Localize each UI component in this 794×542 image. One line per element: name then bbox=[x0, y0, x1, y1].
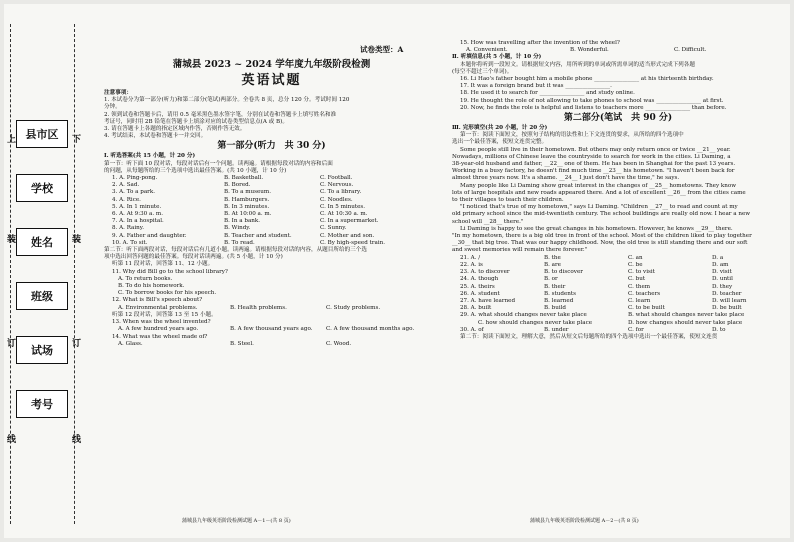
left-column bbox=[104, 58, 439, 348]
option-row bbox=[104, 197, 439, 204]
passage-line: to their villages to teach their children. bbox=[452, 197, 564, 204]
option[interactable]: D. am bbox=[712, 261, 729, 268]
option-row bbox=[452, 262, 784, 269]
listen-intro: 的问题，从每题所给的三个选项中选出最佳答案。(共 10 小题，计 10 分) bbox=[104, 167, 287, 174]
note-line: 分钟。 bbox=[104, 104, 121, 111]
binding-mark: 线 bbox=[72, 435, 82, 445]
subject-title: 英语试题 bbox=[241, 73, 302, 88]
note-line: 3. 请在答题卡上各题的指定区域内作答，否则作答无效。 bbox=[104, 126, 246, 133]
option[interactable]: B. the bbox=[544, 254, 561, 261]
option[interactable]: 30. A. of bbox=[460, 326, 484, 333]
option[interactable]: D. to bbox=[712, 326, 726, 333]
fill-intro: 本题你将听到一段短文。请根据短文内容，用所听到的单词或所需单词的适当形式完成下列各题 bbox=[460, 61, 695, 68]
option[interactable]: C. Sunny. bbox=[320, 225, 347, 232]
option[interactable]: C. to visit bbox=[628, 269, 655, 276]
option[interactable]: B. Health problems. bbox=[230, 304, 287, 311]
note-line: 2. 领到试卷和答题卡后，请用 0.5 毫米黑色墨水签字笔，分别在试卷和答题卡上填写姓名和准 bbox=[104, 111, 337, 118]
option-row bbox=[452, 320, 784, 327]
option[interactable]: C. Wood. bbox=[326, 340, 352, 347]
option[interactable]: 2. A. Sad. bbox=[112, 182, 140, 189]
binding-mark: 订 bbox=[7, 339, 17, 349]
option-row bbox=[104, 240, 439, 247]
fill-question[interactable]: 16. Li Hao's father bought him a mobile phone ________________ at his thirteenth birthday. bbox=[460, 76, 714, 83]
option[interactable]: 29. A. what should changes never take place bbox=[460, 312, 587, 319]
passage-line: __30__ that big tree. That was our happy childhood. Now, the old tree is still standing there and our soft bbox=[452, 240, 748, 247]
page-footer: 蒲城县九年级英语阶段检测试题 A－1－(共 8 页) bbox=[182, 518, 291, 524]
option[interactable]: 1. A. Ping-pong. bbox=[112, 175, 158, 182]
option[interactable]: C. Study problems. bbox=[326, 304, 381, 311]
option[interactable]: C. In 5 minutes. bbox=[320, 203, 366, 210]
fill-question[interactable]: 19. He thought the role of not allowing to take phones to school was ________________ at first. bbox=[460, 97, 724, 104]
binding-mark: 下 bbox=[72, 135, 82, 145]
passage-line: almost three years now. It's a shame. __24__ I just don't have the time," he says. bbox=[452, 175, 680, 182]
option[interactable]: D. a bbox=[712, 254, 724, 261]
option[interactable]: B. build bbox=[544, 305, 567, 312]
cloze-heading: Ⅲ. 完形填空(共 20 小题，计 20 分) bbox=[452, 125, 548, 132]
passage-line: "I noticed that's true of my hometown," says Li Daming. "Children __27__ to read and count at my bbox=[460, 204, 738, 211]
field-room[interactable]: 试场 bbox=[16, 336, 68, 364]
sec2-intro: 第二节：听下面两段对话，每段对话后有几道小题。读两遍。请根据每段对话的内容，从题目所给的三个选 bbox=[104, 247, 367, 254]
option[interactable]: B. To a museum. bbox=[224, 189, 271, 196]
fill-question[interactable]: 18. He used it to search for ________________ and study online. bbox=[460, 90, 635, 97]
option[interactable]: B. students bbox=[544, 290, 577, 297]
option-row bbox=[452, 269, 784, 276]
option-row bbox=[452, 284, 784, 291]
passage-line: Nowadays, millions of Chinese leave the countryside to search for work in the cities. Li Daming, a bbox=[452, 153, 731, 160]
passage-line: 38-year-old husband and father, __22__ one of them. He has been in Shanghai for the past 13 years. bbox=[452, 161, 736, 168]
cloze-options bbox=[452, 255, 784, 313]
option[interactable]: B. Windy. bbox=[224, 225, 251, 232]
option[interactable]: 21. A. / bbox=[460, 254, 481, 261]
option-row bbox=[104, 341, 439, 348]
option[interactable]: C. Noodles. bbox=[320, 196, 353, 203]
option[interactable]: 10. A. To sit. bbox=[112, 239, 148, 246]
fill-intro: (每空不超过三个单词)。 bbox=[452, 68, 513, 75]
option[interactable]: 28. A. built bbox=[460, 305, 492, 312]
sec2-intro: 项中选出回答问题的最佳答案。每段对话读两遍。(共 5 小题，计 10 分) bbox=[104, 254, 283, 261]
option-row bbox=[452, 291, 784, 298]
option-row bbox=[104, 305, 439, 312]
listen-intro: 第一节：听下面 10 段对话，每段对话后有一个问题。读两遍。请根据每段对话的内容和后面 bbox=[104, 160, 333, 167]
option-row bbox=[104, 225, 439, 232]
option[interactable]: C. for bbox=[628, 326, 644, 333]
option[interactable]: A. Glass. bbox=[118, 340, 143, 347]
option[interactable]: B. To read. bbox=[224, 239, 255, 246]
option[interactable]: A. A few hundred years ago. bbox=[118, 326, 199, 333]
part2-heading: 第二部分(笔试 共 90 分) bbox=[563, 113, 673, 124]
option[interactable]: C. A few thousand months ago. bbox=[326, 326, 415, 333]
option[interactable]: D. they bbox=[712, 283, 733, 290]
option-row bbox=[104, 175, 439, 182]
option[interactable]: C. them bbox=[628, 283, 651, 290]
option[interactable]: D. visit bbox=[712, 269, 732, 276]
option[interactable]: 26. A. student bbox=[460, 290, 500, 297]
field-school[interactable]: 学校 bbox=[16, 174, 68, 202]
option[interactable]: B. learned bbox=[544, 297, 574, 304]
option[interactable]: D. teacher bbox=[712, 290, 742, 297]
cloze-intro: 第一节：阅读下面短文，按照句子结构的语法性和上下文连贯的要求，从所给的四个选项中 bbox=[460, 132, 684, 139]
question: 15. How was travelling after the invention of the wheel? bbox=[460, 40, 620, 46]
option[interactable]: 24. A. though bbox=[460, 276, 499, 283]
notes-heading: 注意事项： bbox=[104, 90, 132, 96]
option[interactable]: D. be built bbox=[712, 305, 742, 312]
note-line: 1. 本试卷分为第一部分(听力)和第二部分(笔试)两部分。全卷共 8 页，总分 120 分。考试时间 120 bbox=[104, 97, 350, 104]
option[interactable]: 7. A. In a hospital. bbox=[112, 218, 164, 225]
question: 11. Why did Bill go to the school library? bbox=[112, 268, 228, 275]
note-line: 考证号，同时用 2B 铅笔在答题卡上填涂对应的试卷类型信息点(A 或 B)。 bbox=[104, 118, 288, 125]
option[interactable]: B. or bbox=[544, 276, 558, 283]
option-row bbox=[104, 326, 439, 333]
option[interactable]: D. how changes should never take place bbox=[628, 319, 743, 326]
fill-heading: Ⅱ. 听填信息(共 5 小题，计 10 分) bbox=[452, 54, 542, 61]
field-number[interactable]: 考号 bbox=[16, 390, 68, 418]
option[interactable]: 23. A. to discover bbox=[460, 269, 510, 276]
option[interactable]: C. teachers bbox=[628, 290, 661, 297]
option[interactable]: 4. A. Rice. bbox=[112, 196, 141, 203]
option[interactable]: B. In 3 minutes. bbox=[224, 203, 270, 210]
option[interactable]: C. be bbox=[628, 261, 643, 268]
option[interactable]: 6. A. At 9:30 a. m. bbox=[112, 211, 163, 218]
option[interactable]: B. Hamburgers. bbox=[224, 196, 270, 203]
option[interactable]: D. until bbox=[712, 276, 733, 283]
option[interactable]: A. To return books. bbox=[118, 275, 173, 282]
field-county[interactable]: 县市区 bbox=[16, 120, 68, 148]
option[interactable]: C. Difficult. bbox=[674, 47, 707, 54]
passage-line: lots of large hospitals and new roads appeared there. And a lot of excellent __26__ from the cities came bbox=[452, 189, 746, 196]
option[interactable]: D. will learn bbox=[712, 297, 747, 304]
option[interactable]: B. to discover bbox=[544, 269, 583, 276]
field-name[interactable]: 姓名 bbox=[16, 228, 68, 256]
option[interactable]: B. Basketball. bbox=[224, 175, 264, 182]
passage-line: Working in a busy factory, he doesn't find much time __23__ his hometown. "I haven't been back for bbox=[452, 168, 735, 175]
option[interactable]: 9. A. Father and daughter. bbox=[112, 232, 187, 239]
binding-margin bbox=[7, 24, 94, 524]
passage-line: "In my hometown, there is a big old tree in front of the school. Most of the children liked to play together bbox=[452, 233, 752, 240]
passage-line: Some people still live in their hometown. But others may only return once or twice __21__ year. bbox=[460, 146, 731, 153]
binding-mark: 上 bbox=[7, 135, 17, 145]
passage-line: Li Daming is happy to see the great changes in his hometown. However, he knows __29__ there. bbox=[460, 225, 733, 232]
option-row bbox=[452, 327, 784, 334]
option[interactable]: C. To borrow books for his speech. bbox=[118, 290, 217, 297]
field-class[interactable]: 班级 bbox=[16, 282, 68, 310]
option[interactable]: C. Nervous. bbox=[320, 182, 354, 189]
option[interactable]: C. By high-speed train. bbox=[320, 239, 386, 246]
option-row bbox=[104, 233, 439, 240]
option[interactable]: B. At 10:00 a. m. bbox=[224, 211, 272, 218]
option-row bbox=[104, 211, 439, 218]
option[interactable]: 25. A. theirs bbox=[460, 283, 495, 290]
option[interactable]: 3. A. To a park. bbox=[112, 189, 156, 196]
binding-dashline bbox=[74, 24, 75, 524]
option[interactable]: C. an bbox=[628, 254, 643, 261]
option[interactable]: B. In a bank. bbox=[224, 218, 261, 225]
passage-line: Many people like Li Daming show great interest in the changes of __25__ hometowns. They know bbox=[460, 182, 737, 189]
q1to10-list bbox=[104, 175, 439, 247]
binding-mark: 线 bbox=[7, 435, 17, 445]
option[interactable]: C. how should changes never take place bbox=[478, 319, 593, 326]
option[interactable]: C. At 10:30 a. m. bbox=[320, 211, 368, 218]
option-row bbox=[452, 298, 784, 305]
exam-title: 蒲城县 2023 ~ 2024 学年度九年级阶段检测 bbox=[172, 59, 371, 70]
question: 14. What was the wheel made of? bbox=[112, 333, 208, 340]
exam-sheet bbox=[4, 4, 790, 538]
passage-line: old primary school since the mid-twentieth century. The school buildings are really old now. I hear a new bbox=[452, 211, 751, 218]
option-row bbox=[104, 189, 439, 196]
option[interactable]: C. to be built bbox=[628, 305, 665, 312]
option[interactable]: C. To a library. bbox=[320, 189, 362, 196]
option[interactable]: B. To do his homework. bbox=[118, 283, 185, 290]
option[interactable]: 27. A. have learned bbox=[460, 297, 516, 304]
option[interactable]: A. Convenient. bbox=[466, 47, 508, 54]
option[interactable]: C. learn bbox=[628, 297, 651, 304]
sec2-intro: 第二节：阅读下面短文，理解大意，然后从短文后每题所给的四个选项中选出一个最佳答案，使短文连贯 bbox=[460, 333, 718, 340]
option[interactable]: C. In a supermarket. bbox=[320, 218, 379, 225]
fill-question[interactable]: 17. It was a foreign brand but it was ________________. bbox=[460, 83, 612, 90]
sec2-intro: 听第 11 段对话，回答第 11、12 小题。 bbox=[112, 261, 214, 268]
option[interactable]: B. Steel. bbox=[230, 340, 254, 347]
right-column bbox=[452, 40, 784, 341]
option[interactable]: 8. A. Rainy. bbox=[112, 225, 144, 232]
option[interactable]: 5. A. In 1 minute. bbox=[112, 203, 162, 210]
option[interactable]: C. but bbox=[628, 276, 646, 283]
question: 13. When was the wheel invented? bbox=[112, 319, 211, 326]
option[interactable]: B. A few thousand years ago. bbox=[230, 326, 313, 333]
option[interactable]: B. Wonderful. bbox=[570, 47, 609, 54]
binding-dashline bbox=[10, 24, 11, 524]
listen-intro: 听第 12 段对话，回答第 13 至 15 小题。 bbox=[112, 311, 217, 318]
option[interactable]: C. Football. bbox=[320, 175, 353, 182]
option-row bbox=[104, 204, 439, 211]
option-row bbox=[452, 276, 784, 283]
option[interactable]: 22. A. is bbox=[460, 261, 483, 268]
option[interactable]: B. under bbox=[544, 326, 569, 333]
option[interactable]: A. Environmental problems. bbox=[118, 304, 198, 311]
note-line: 4. 考试结束，本试卷和答题卡一并交回。 bbox=[104, 133, 207, 140]
option-row bbox=[452, 305, 784, 312]
option-row bbox=[452, 255, 784, 262]
option[interactable]: B. Bored. bbox=[224, 182, 251, 189]
passage-line: school will __28__ there." bbox=[452, 218, 524, 225]
passage-line: and sweet memories will remain there forever." bbox=[452, 247, 588, 254]
binding-mark: 订 bbox=[72, 339, 82, 349]
option[interactable]: B. their bbox=[544, 283, 566, 290]
option[interactable]: B. what should changes never take place bbox=[628, 312, 745, 319]
option[interactable]: B. are bbox=[544, 261, 561, 268]
option-row bbox=[452, 312, 784, 319]
fill-question[interactable]: 20. Now, he finds the role is helpful and listens to teachers more ________________ than before. bbox=[460, 104, 727, 111]
option-row bbox=[104, 218, 439, 225]
page-footer: 蒲城县九年级英语阶段检测试题 A－2－(共 8 页) bbox=[530, 518, 639, 524]
binding-mark: 装 bbox=[7, 235, 17, 245]
listen-heading: Ⅰ. 听选答案(共 15 小题，计 20 分) bbox=[104, 153, 196, 160]
passage bbox=[452, 147, 784, 255]
exam-type: 试卷类型：A bbox=[360, 45, 404, 54]
option[interactable]: C. Mother and son. bbox=[320, 232, 375, 239]
part1-heading: 第一部分(听力 共 30 分) bbox=[217, 141, 326, 152]
binding-mark: 装 bbox=[72, 235, 82, 245]
option-row bbox=[104, 182, 439, 189]
question: 12. What is Bill's speech about? bbox=[112, 297, 203, 304]
option[interactable]: B. Teacher and student. bbox=[224, 232, 292, 239]
cloze-intro: 选出一个最佳答案，使短文连贯完整。 bbox=[452, 139, 548, 146]
